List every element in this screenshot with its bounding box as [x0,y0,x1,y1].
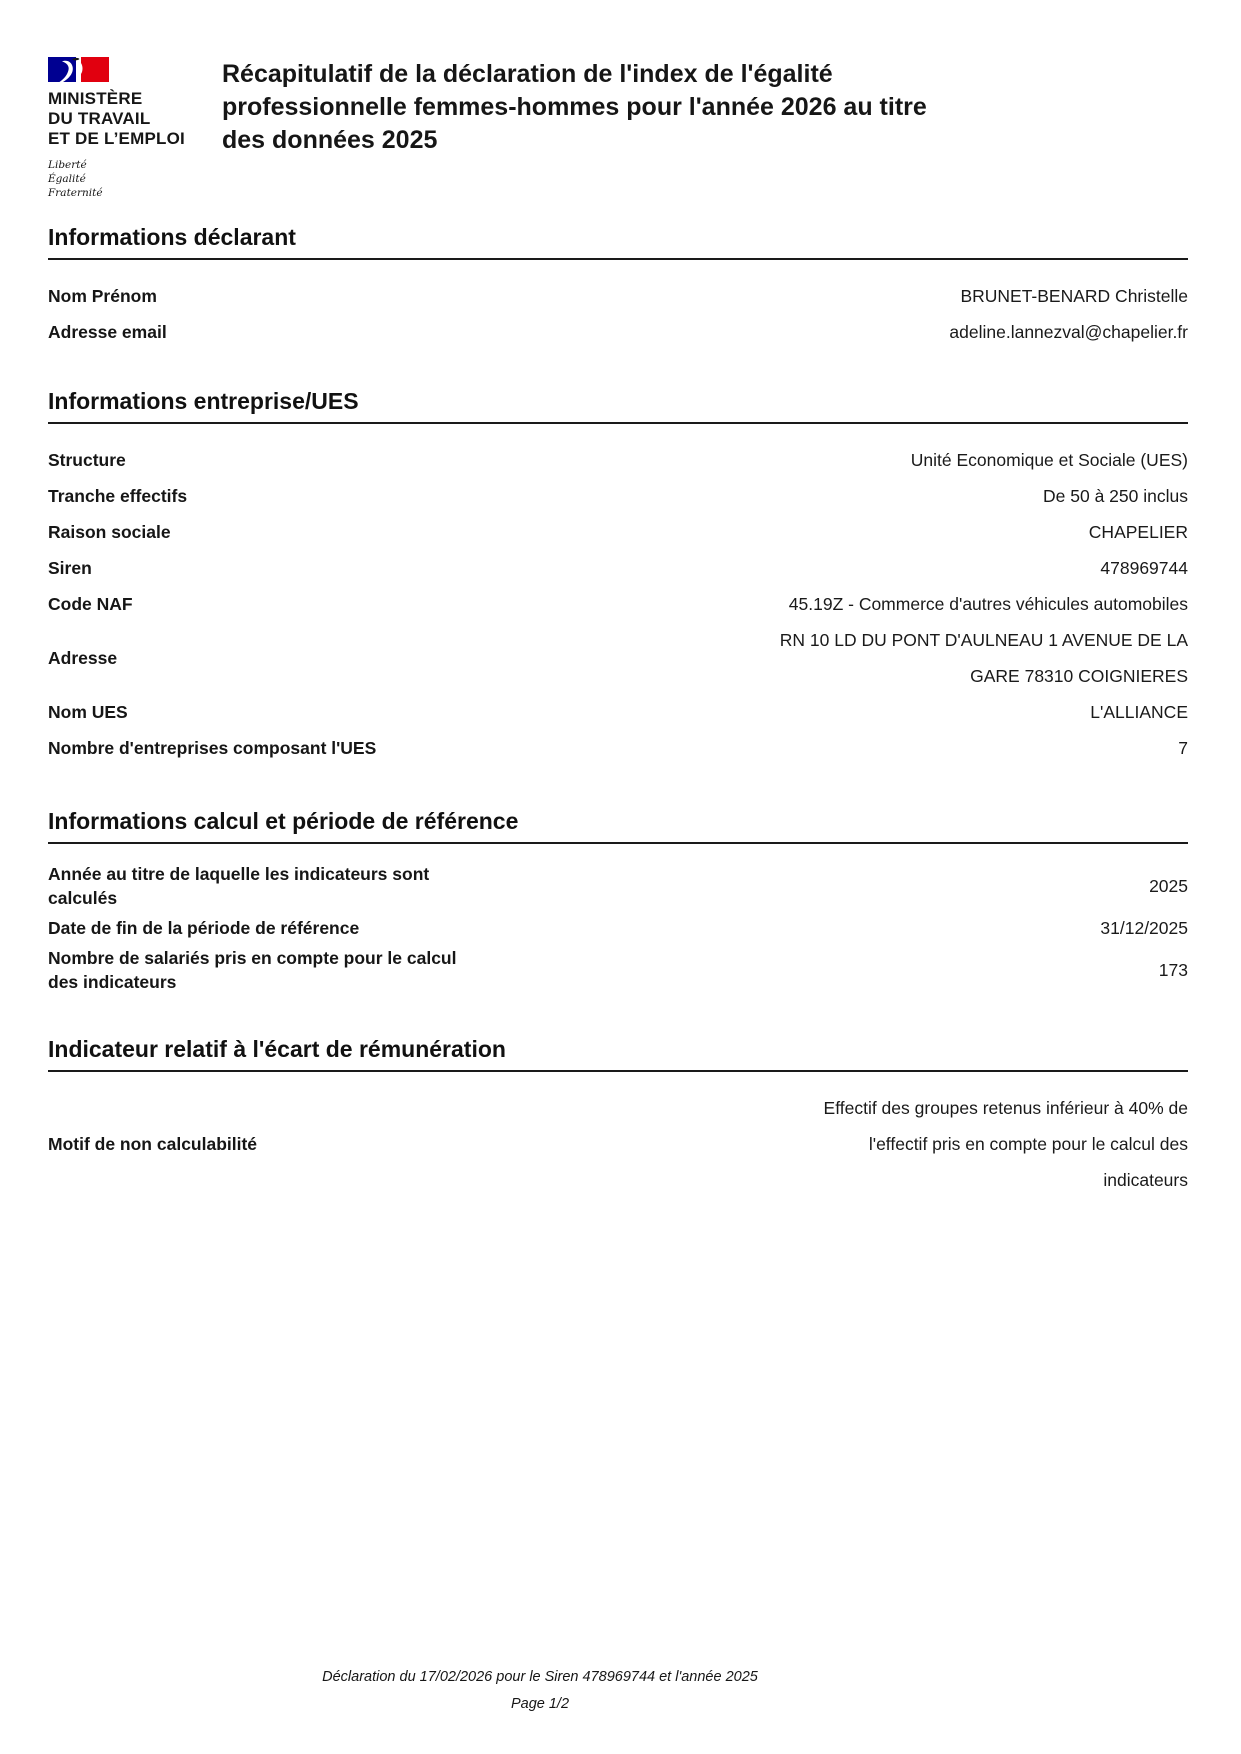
field-label-line: Année au titre de laquelle les indicateurs sont [48,864,430,884]
french-flag-marianne-icon [48,57,110,82]
field-value-line: l'effectif pris en compte pour le calcul des [868,1134,1188,1154]
field-row-motif-non-calculabilite [48,1090,1188,1198]
field-row-structure [48,442,1188,478]
motto-line: Liberté [48,159,87,171]
field-row-nom-prenom [48,278,1188,314]
ministry-name-line: ET DE L’EMPLOI [48,129,185,148]
field-label: Structure [48,450,126,470]
section-informations-calcul [48,806,1188,994]
field-row-adresse-email [48,314,1188,350]
section-informations-declarant [48,222,1188,350]
field-value: 478969744 [1100,558,1188,578]
field-label [48,946,456,994]
field-value-line: indicateurs [1103,1170,1188,1190]
section-rows [48,442,1188,766]
field-label-line: des indicateurs [48,972,177,992]
field-value: BRUNET-BENARD Christelle [960,286,1188,306]
field-label: Motif de non calculabilité [48,1134,258,1154]
field-value: adeline.lannezval@chapelier.fr [949,322,1188,342]
ministry-logo [48,57,222,200]
field-value-line: Effectif des groupes retenus inférieur à 40% de [823,1098,1188,1118]
field-value-line: RN 10 LD DU PONT D'AULNEAU 1 AVENUE DE LA [779,630,1188,650]
page-footer [40,1664,1040,1718]
field-label: Siren [48,558,92,578]
section-informations-entreprise-ues [48,386,1188,766]
field-value: 173 [1158,960,1188,980]
field-label-line: calculés [48,888,118,908]
page-title-line: Récapitulatif de la déclaration de l'index de l'égalité [222,60,833,88]
field-label: Adresse email [48,322,167,342]
field-label-line: Nombre de salariés pris en compte pour le calcul [48,948,457,968]
motto-line: Égalité [48,173,86,185]
ministry-name [48,89,222,149]
field-row-date-fin-periode [48,910,1188,946]
field-value: 31/12/2025 [1100,918,1188,938]
field-value: De 50 à 250 inclus [1043,486,1188,506]
section-rows [48,862,1188,994]
field-value-line: GARE 78310 COIGNIERES [970,666,1188,686]
field-value: L'ALLIANCE [1090,702,1188,722]
section-heading: Informations entreprise/UES [48,386,1188,424]
republic-motto [48,158,222,200]
motto-line: Fraternité [48,187,103,199]
field-row-nombre-entreprises-ues [48,730,1188,766]
ministry-name-line: MINISTÈRE [48,89,143,108]
field-row-raison-sociale [48,514,1188,550]
field-value [824,1090,1188,1198]
field-value: 45.19Z - Commerce d'autres véhicules automobiles [788,594,1188,614]
section-rows [48,278,1188,350]
field-value: 2025 [1149,876,1188,896]
field-label: Adresse [48,648,118,668]
section-heading: Indicateur relatif à l'écart de rémunération [48,1034,1188,1072]
field-label: Date de fin de la période de référence [48,918,360,938]
field-value [780,622,1188,694]
field-row-annee-indicateurs [48,862,1188,910]
section-rows [48,1090,1188,1198]
field-row-code-naf [48,586,1188,622]
document-header [48,57,1188,200]
footer-page-number: Page 1/2 [510,1696,570,1712]
field-label: Raison sociale [48,522,171,542]
field-row-tranche-effectifs [48,478,1188,514]
field-label: Nom Prénom [48,286,157,306]
field-label: Nombre d'entreprises composant l'UES [48,738,377,758]
ministry-name-line: DU TRAVAIL [48,109,151,128]
section-indicateur-ecart-remuneration [48,1034,1188,1198]
field-row-siren [48,550,1188,586]
section-heading: Informations calcul et période de référence [48,806,1188,844]
field-value: 7 [1178,738,1188,758]
field-label: Nom UES [48,702,128,722]
field-label: Tranche effectifs [48,486,188,506]
page-title [222,57,927,157]
field-row-nombre-salaries [48,946,1188,994]
field-row-adresse [48,622,1188,694]
field-row-nom-ues [48,694,1188,730]
footer-declaration-line: Déclaration du 17/02/2026 pour le Siren 478969744 et l'année 2025 [322,1669,758,1685]
field-label [48,862,429,910]
page-title-line: des données 2025 [222,126,438,154]
page-title-line: professionnelle femmes-hommes pour l'année 2026 au titre [222,93,927,121]
section-heading: Informations déclarant [48,222,1188,260]
field-value: Unité Economique et Sociale (UES) [910,450,1188,470]
field-label: Code NAF [48,594,133,614]
field-value: CHAPELIER [1088,522,1188,542]
